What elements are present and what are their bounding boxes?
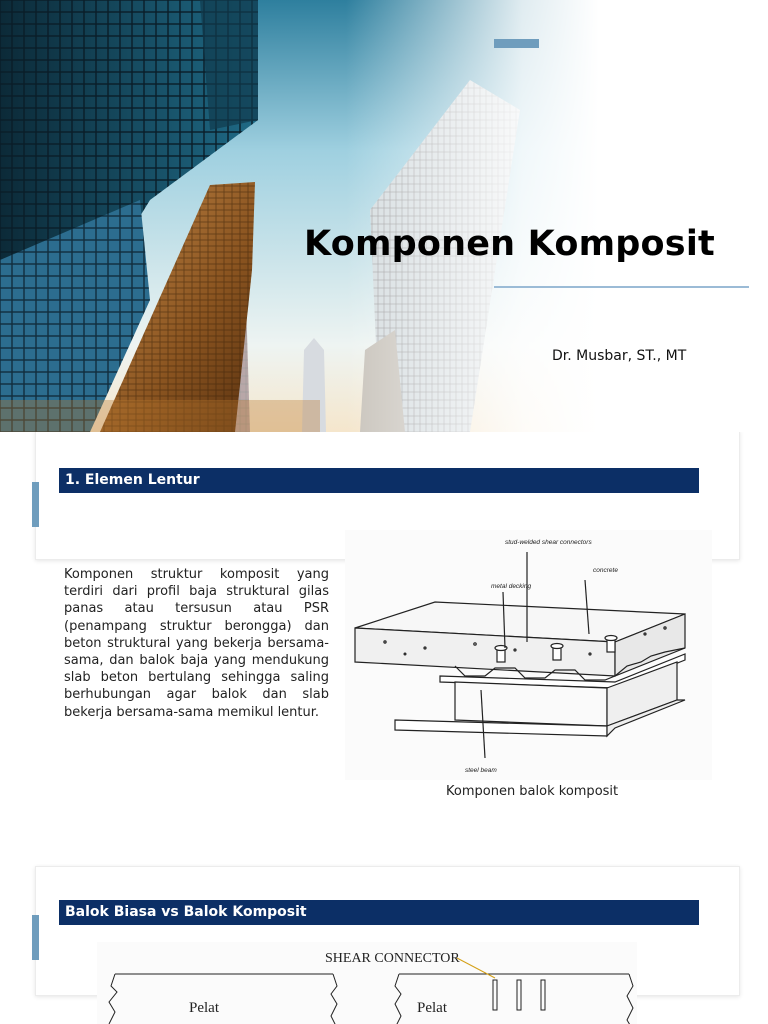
label-pelat-right: Pelat: [417, 1000, 447, 1016]
composite-beam-diagram: [345, 530, 712, 780]
section-title-bar: Balok Biasa vs Balok Komposit: [59, 900, 699, 925]
figure-caption: Komponen balok komposit: [446, 784, 619, 799]
label-stud-connectors: stud-welded shear connectors: [505, 539, 592, 546]
label-pelat-left: Pelat: [189, 1000, 219, 1016]
accent-bar: [494, 39, 539, 48]
label-metal-decking: metal decking: [491, 583, 532, 590]
slide-title: Komponen Komposit: [304, 224, 715, 264]
label-concrete: concrete: [593, 567, 618, 574]
title-slide: [0, 0, 768, 432]
author-name: Dr. Musbar, ST., MT: [552, 348, 687, 364]
side-accent-mark: [32, 482, 39, 527]
section-title-bar: 1. Elemen Lentur: [59, 468, 699, 493]
body-paragraph: Komponen struktur komposit yang terdiri dari profil baja struktural gilas panas atau tersusun atau PSR (penampang struktur berongga) dan beton struktural yang bekerja bersama-sama, dan balok baja yang mendukung slab beton bertulang sehingga saling berhubungan agar balok dan slab bekerja bersama-sama memikul lentur.: [64, 567, 329, 720]
beam-comparison-diagram: [97, 942, 637, 1024]
skyscraper-photo: [0, 0, 768, 432]
label-shear-connector: SHEAR CONNECTOR: [325, 951, 460, 966]
title-divider: [494, 286, 749, 288]
label-steel-beam: steel beam: [465, 767, 497, 774]
side-accent-mark: [32, 915, 39, 960]
content-slide-elemen-lentur: [0, 432, 768, 864]
content-slide-balok: [0, 864, 768, 1024]
